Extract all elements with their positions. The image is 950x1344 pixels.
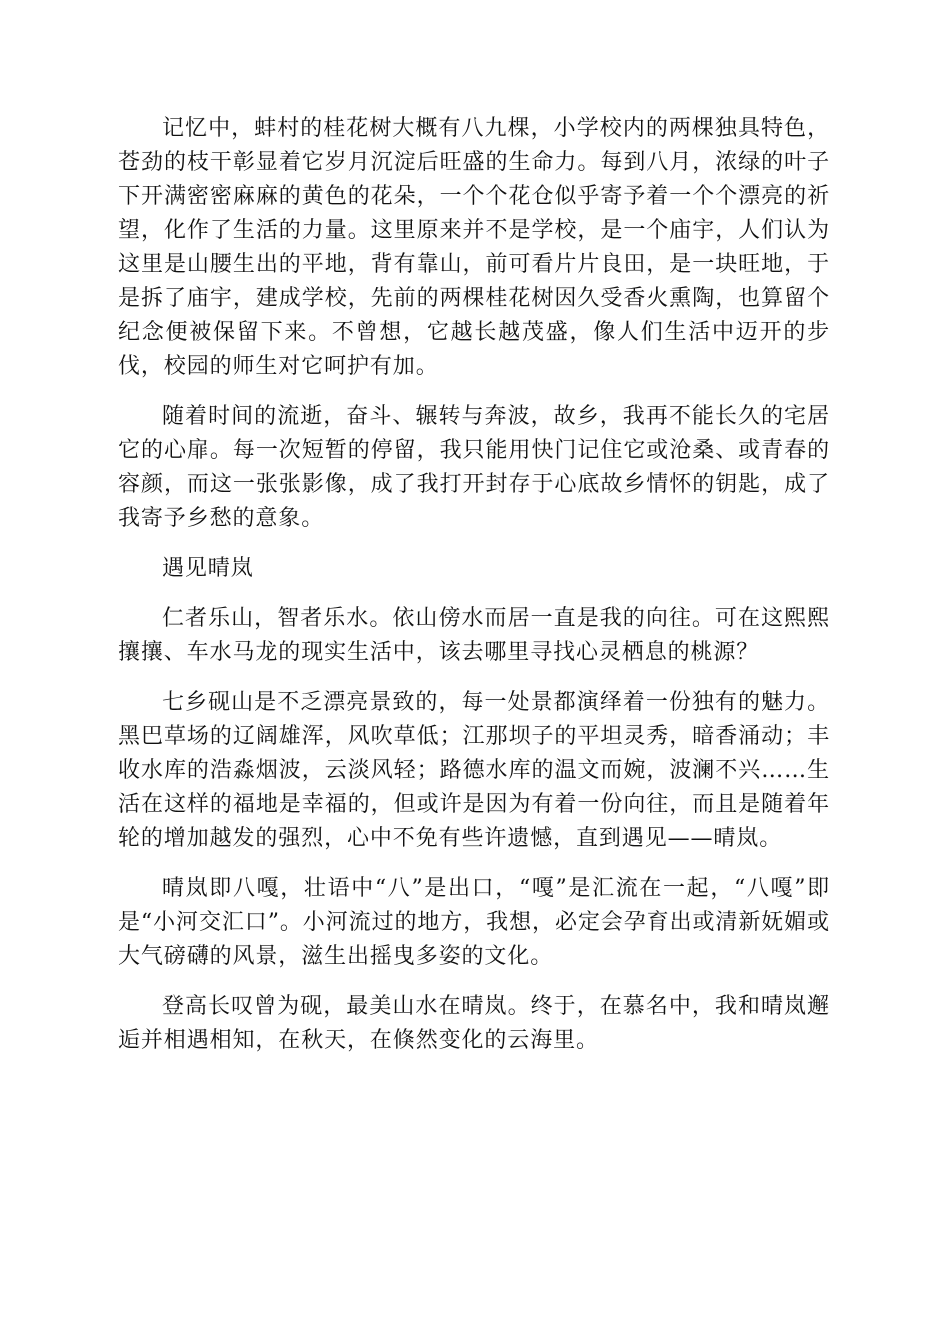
paragraph-mountains-water: 仁者乐山，智者乐水。依山傍水而居一直是我的向往。可在这熙熙攘攘、车水马龙的现实生活中，该去哪里寻找心灵栖息的桃源？ — [118, 606, 830, 665]
paragraph-qixiang-yanshan: 七乡砚山是不乏漂亮景致的，每一处景都演绎着一份独有的魅力。黑巴草场的辽阔雄浑，风吹草低；江那坝子的平坦灵秀，暗香涌动；丰收水库的浩淼烟波，云淡风轻；路德水库的温文而婉，波澜不兴……生活在这样的福地是幸福的，但或许是因为有着一份向往，而且是随着年轮的增加越发的强烈，心中不免有些许遗憾，直到遇见——晴岚。 — [118, 690, 830, 851]
paragraph-time-passing: 随着时间的流逝，奋斗、辗转与奔波，故乡，我再不能长久的宅居它的心扉。每一次短暂的停留，我只能用快门记住它或沧桑、或青春的容颜，而这一张张影像，成了我打开封存于心底故乡情怀的钥匙，成了我寄予乡愁的意象。 — [118, 404, 830, 531]
paragraph-qinglan-baga: 晴岚即八嘎，壮语中“八”是出口，“嘎”是汇流在一起，“八嘎”即是“小河交汇口”。小河流过的地方，我想，必定会孕育出或清新妩媚或大气磅礴的风景，滋生出摇曳多姿的文化。 — [118, 876, 830, 969]
section-heading: 遇见晴岚 — [162, 556, 254, 581]
paragraph-osmanthus-memory: 记忆中，蚌村的桂花树大概有八九棵，小学校内的两棵独具特色，苍劲的枝干彰显着它岁月沉淀后旺盛的生命力。每到八月，浓绿的叶子下开满密密麻麻的黄色的花朵，一个个花仓似乎寄予着一个个漂亮的祈望，化作了生活的力量。这里原来并不是学校，是一个庙宇，人们认为这里是山腰生出的平地，背有靠山，前可看片片良田，是一块旺地，于是拆了庙宇，建成学校，先前的两棵桂花树因久受香火熏陶，也算留个纪念便被保留下来。不曾想，它越长越茂盛，像人们生活中迈开的步伐，校园的师生对它呵护有加。 — [118, 116, 830, 379]
paragraph-encounter: 登高长叹曾为砚，最美山水在晴岚。终于，在慕名中，我和晴岚邂逅并相遇相知，在秋天，在倏然变化的云海里。 — [118, 994, 830, 1053]
document-page — [118, 112, 830, 1074]
